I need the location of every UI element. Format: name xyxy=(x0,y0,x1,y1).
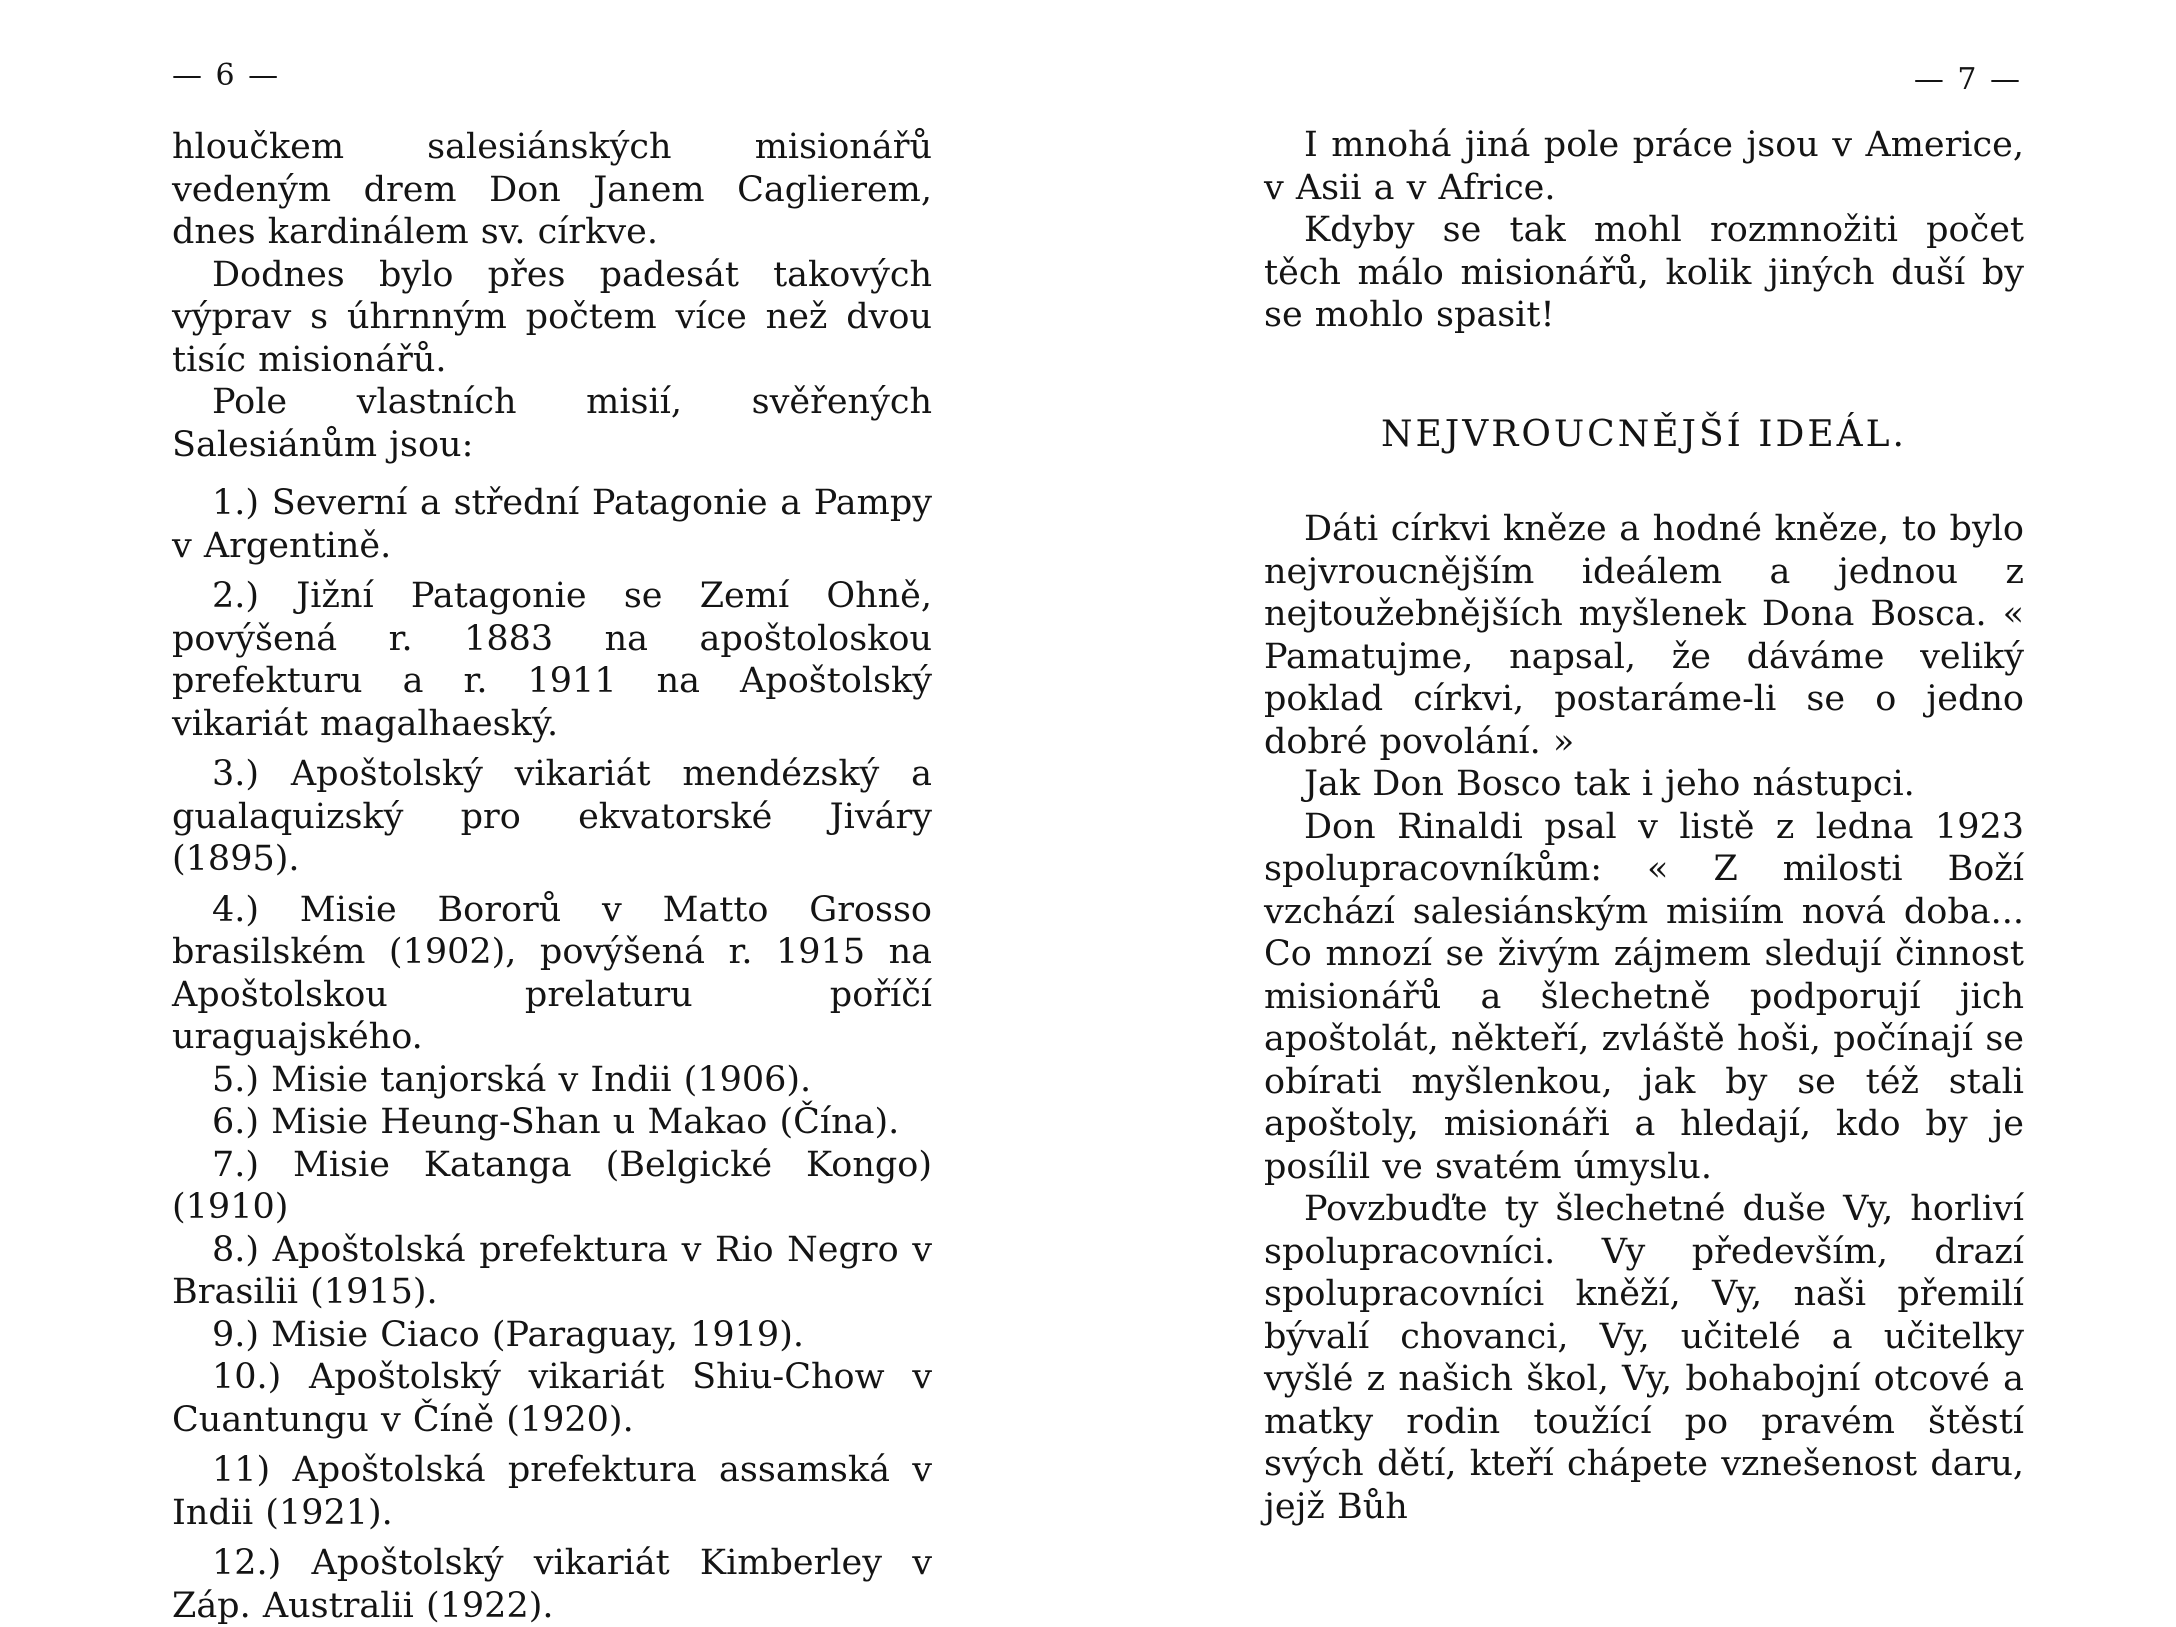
list-item: 9.) Misie Ciaco (Paraguay, 1919). xyxy=(212,1314,804,1355)
list-item: 10.) Apoštolský vikariát Shiu-Chow v Cuantungu v Číně (1920). xyxy=(172,1357,932,1440)
paragraph: Dodnes bylo přes padesát takových výprav s úhrnným počtem více než dvou tisíc misionářů. xyxy=(172,254,932,380)
page-number-right: — 7 — xyxy=(1913,62,2022,97)
paragraph: Pole vlastních misií, svěřených Salesiánům jsou: xyxy=(172,382,932,465)
paragraph: Kdyby se tak mohl rozmnožiti počet těch málo misionářů, kolik jiných duší by se mohlo spasit! xyxy=(1264,210,2024,335)
list-item: 12.) Apoštolský vikariát Kimberley v Záp. Australii (1922). xyxy=(172,1543,932,1626)
paragraph: I mnohá jiná pole práce jsou v Americe, v Asii a v Africe. xyxy=(1264,125,2024,208)
list-item: 4.) Misie Bororů v Matto Grosso brasilském (1902), povýšená r. 1915 na Apoštolskou prelaturu poříčí uraguajského. xyxy=(172,889,932,1057)
paragraph: Jak Don Bosco tak i jeho nástupci. xyxy=(1304,764,1915,804)
mission-list xyxy=(172,482,932,1627)
section-heading: NEJVROUCNĚJŠÍ IDEÁL. xyxy=(1381,414,1907,455)
list-item: 8.) Apoštolská prefektura v Rio Negro v Brasilii (1915). xyxy=(172,1229,932,1312)
paragraph: Don Rinaldi psal v listě z ledna 1923 spolupracovníkům: « Z milosti Boží vzchází salesiánským misiím nová doba... Co mnozí se živým zájmem sledují činnost misionářů a šlechetně podporují jich apoštolát, někteří, zvláště hoši, počínají se obírati myšlenkou, jak by se též stali apoštoly, misionáři a hledají, kdo by je posílil ve svatém úmyslu. xyxy=(1264,806,2024,1187)
left-text-block xyxy=(172,126,932,1627)
right-intro-block xyxy=(1264,124,2024,337)
right-body-block xyxy=(1264,508,2024,1528)
list-item: 2.) Jižní Patagonie se Zemí Ohně, povýšená r. 1883 na apoštoloskou prefekturu a r. 1911 na Apoštolský vikariát magalhaeský. xyxy=(172,576,932,744)
list-item: 6.) Misie Heung-Shan u Makao (Čína). xyxy=(212,1102,900,1142)
list-item: 1.) Severní a střední Patagonie a Pampy v Argentině. xyxy=(172,483,932,566)
paragraph: hloučkem salesiánských misionářů vedeným drem Don Janem Caglierem, dnes kardinálem sv. církve. xyxy=(172,127,932,252)
list-item: 3.) Apoštolský vikariát mendézský a gualaquizský pro ekvatorské Jiváry (1895). xyxy=(172,754,932,879)
paragraph: Povzbuďte ty šlechetné duše Vy, horliví spolupracovníci. Vy především, drazí spolupracovníci kněží, Vy, naši přemilí bývalí chovanci, Vy, učitelé a učitelky vyšlé z našich škol, Vy, bohabojní otcové a matky rodin toužící po pravém štěstí svých dětí, kteří chápete vznešenost daru, jejž Bůh xyxy=(1264,1189,2024,1527)
right-page xyxy=(1264,0,2024,1527)
list-item: 5.) Misie tanjorská v Indii (1906). xyxy=(212,1059,812,1100)
list-item: 11) Apoštolská prefektura assamská v Indii (1921). xyxy=(172,1450,932,1533)
page-number-left: — 6 — xyxy=(172,58,281,93)
list-item: 7.) Misie Katanga (Belgické Kongo) (1910) xyxy=(172,1144,932,1227)
paragraph: Dáti církvi kněze a hodné kněze, to bylo nejvroucnějším ideálem a jednou z nejtoužebnějších myšlenek Dona Bosca. « Pamatujme, napsal, že dáváme veliký poklad církvi, postaráme-li se o jedno dobré povolání. » xyxy=(1264,509,2024,762)
left-page xyxy=(172,0,932,1626)
